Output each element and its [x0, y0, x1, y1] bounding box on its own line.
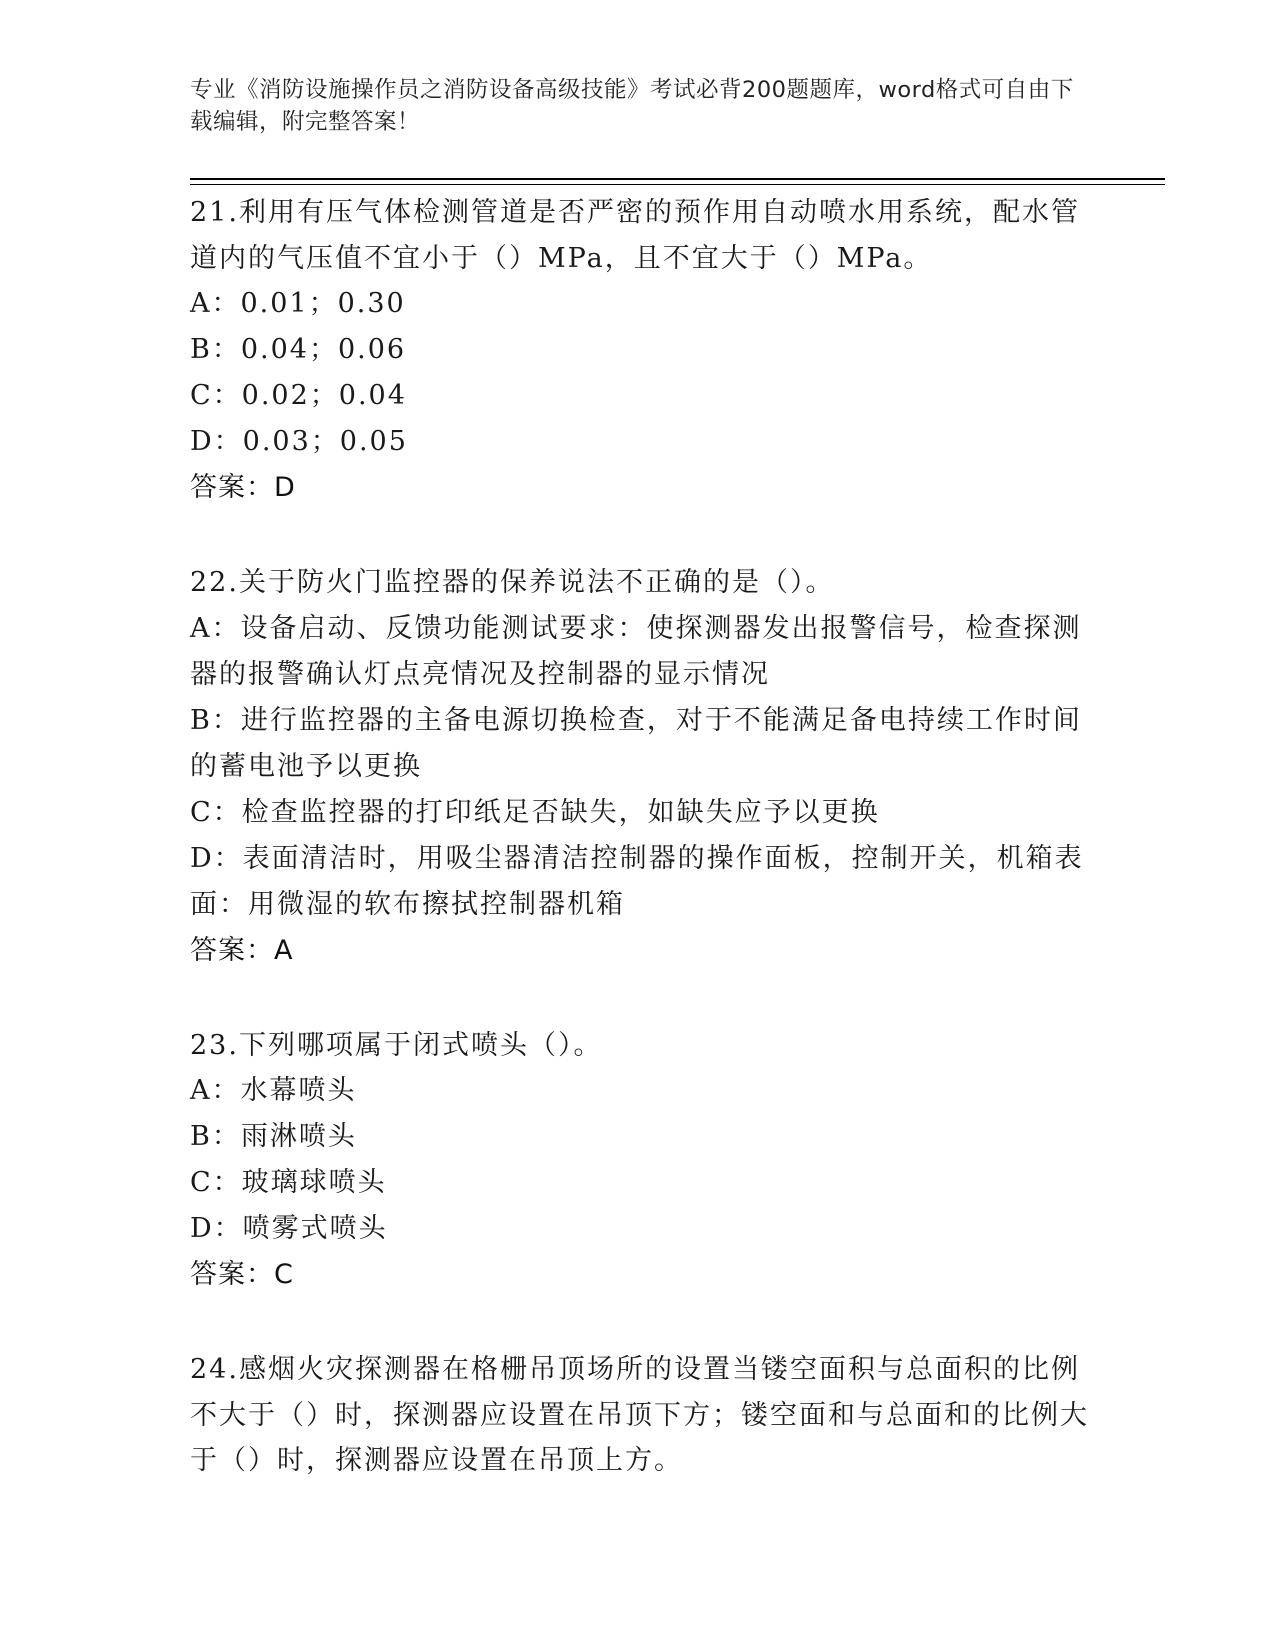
option-c: C：玻璃球喷头 — [190, 1167, 387, 1198]
document-header: 专业《消防设施操作员之消防设备高级技能》考试必背200题题库，word格式可自由下载编辑，附完整答案！ — [190, 77, 1074, 135]
answer: 答案：C — [190, 1259, 294, 1290]
question-21 — [190, 190, 1090, 511]
option-b: B：雨淋喷头 — [190, 1121, 357, 1152]
question-stem: 24.感烟火灾探测器在格栅吊顶场所的设置当镂空面积与总面积的比例不大于（）时，探测器应设置在吊顶下方；镂空面和与总面和的比例大于（）时，探测器应设置在吊顶上方。 — [190, 1354, 1089, 1476]
option-a: A：0.01；0.30 — [190, 288, 406, 319]
question-stem: 21.利用有压气体检测管道是否严密的预作用自动喷水用系统，配水管道内的气压值不宜小于（）MPa，且不宜大于（）MPa。 — [190, 197, 1080, 274]
question-23 — [190, 1023, 1090, 1299]
question-stem: 23.下列哪项属于闭式喷头（）。 — [190, 1029, 603, 1061]
option-c: C：检查监控器的打印纸足否缺失，如缺失应予以更换 — [190, 796, 880, 828]
option-a: A：设备启动、反馈功能测试要求：使探测器发出报警信号，检查探测器的报警确认灯点亮情况及控制器的显示情况 — [190, 612, 1082, 690]
option-a: A：水幕喷头 — [190, 1075, 357, 1106]
question-stem: 22.关于防火门监控器的保养说法不正确的是（）。 — [190, 567, 835, 598]
option-d: D：喷雾式喷头 — [190, 1213, 388, 1244]
header-rule-thin — [190, 184, 1165, 185]
option-b: B：0.04；0.06 — [190, 334, 407, 365]
option-b: B：进行监控器的主备电源切换检查，对于不能满足备电持续工作时间的蓄电池予以更换 — [190, 704, 1082, 782]
question-22 — [190, 560, 1090, 974]
option-d: D：0.03；0.05 — [190, 426, 408, 457]
header-rule-thick — [190, 178, 1165, 180]
option-d: D：表面清洁时，用吸尘器清洁控制器的操作面板，控制开关，机箱表面：用微湿的软布擦拭控制器机箱 — [190, 842, 1084, 920]
question-24 — [190, 1347, 1090, 1484]
answer: 答案：A — [190, 934, 294, 966]
option-c: C：0.02；0.04 — [190, 380, 407, 411]
answer: 答案：D — [190, 472, 296, 503]
question-list — [190, 190, 1090, 1533]
